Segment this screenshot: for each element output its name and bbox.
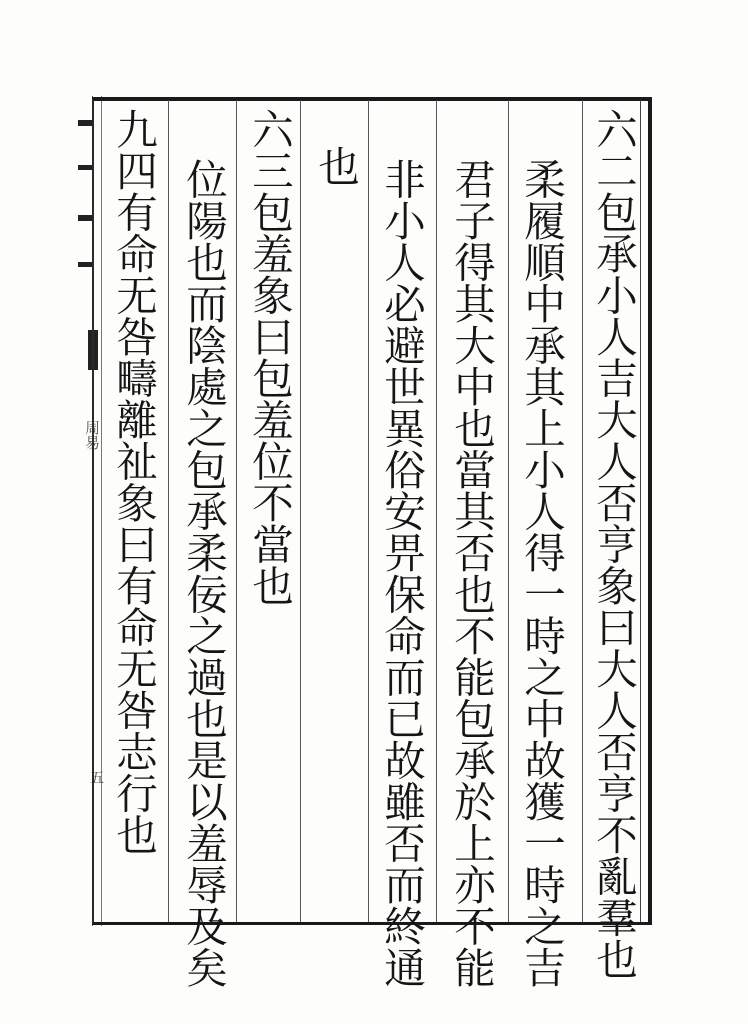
column-divider	[236, 100, 237, 922]
gutter-book-title: 周易	[83, 420, 101, 450]
text-column-2: 柔履順中承其上小人得一時之中故獲一時之吉	[517, 158, 566, 988]
text-column-6: 六三包羞象曰包羞位不當也	[245, 108, 294, 606]
text-column-4: 非小人必避世異俗安畀保命而已故雖否而終通	[377, 158, 426, 988]
text-column-7: 位陽也而陰處之包承柔佞之過也是以羞辱及矣	[179, 158, 228, 988]
text-column-5: 也	[311, 145, 360, 187]
column-divider	[168, 100, 169, 922]
text-column-3: 君子得其大中也當其否也不能包承於上亦不能	[447, 158, 496, 988]
frame-inner-rule	[640, 100, 641, 922]
text-column-1: 六二包承小人吉大人否亨象曰大人否亨不亂羣也	[589, 108, 638, 980]
column-divider	[436, 100, 437, 922]
text-frame	[92, 97, 652, 925]
column-divider	[368, 100, 369, 922]
column-divider	[300, 100, 301, 922]
text-column-8: 九四有命无咎疇離祉象曰有命无咎志行也	[109, 108, 158, 855]
column-divider	[582, 100, 583, 922]
gutter-page-number: 五	[88, 770, 104, 784]
column-divider	[508, 100, 509, 922]
